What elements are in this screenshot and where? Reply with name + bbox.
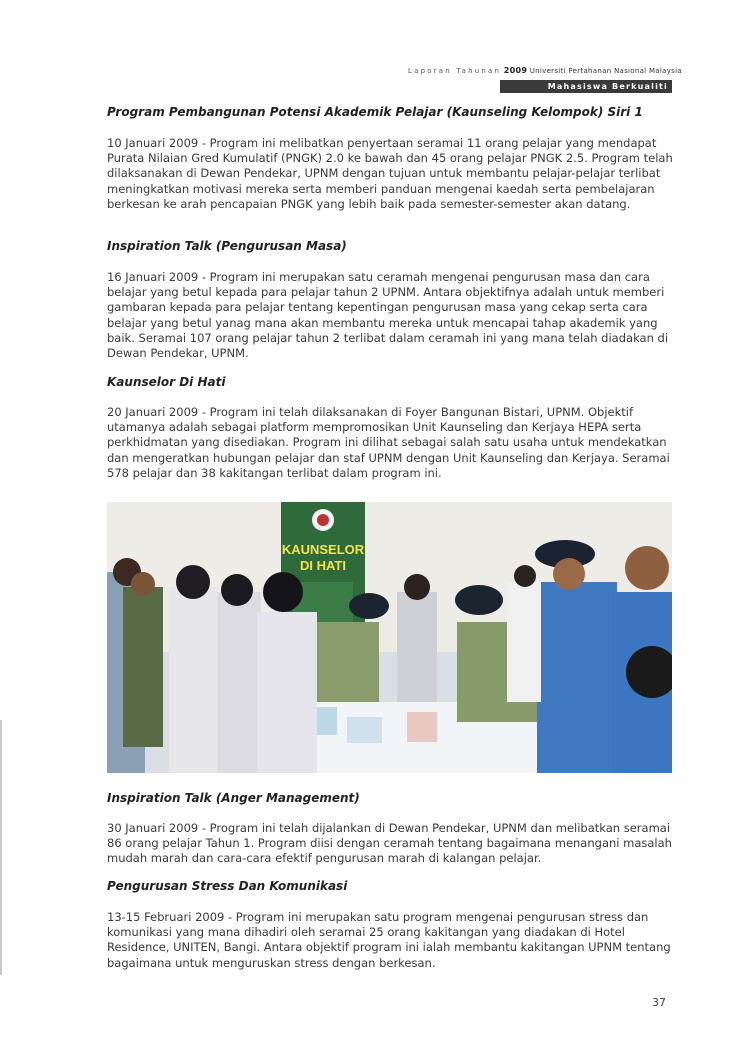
article-body: 13-15 Februari 2009 - Program ini merupakan satu program mengenai pengurusan stress dan komunikasi yang mana dihadiri oleh seramai 25 orang kakitangan yang diadakan di Hotel Residence, UNITEN, Bangi. Antara objektif program ini ialah membantu kakitangan UPNM tentang bagaimana untuk menguruskan stress dengan berkesan.: [107, 910, 671, 970]
article-heading: Pengurusan Stress Dan Komunikasi: [107, 879, 348, 893]
section-bar: Mahasiswa Berkualiti: [500, 80, 672, 93]
report-year: 2009: [503, 66, 528, 75]
report-header: [408, 66, 682, 75]
article-heading: Kaunselor Di Hati: [107, 375, 226, 389]
article-body: 10 Januari 2009 - Program ini melibatkan penyertaan seramai 11 orang pelajar yang mendapat Purata Nilaian Gred Kumulatif (PNGK) 2.0 ke bawah dan 45 orang pelajar PNGK 2.5. Program telah dilaksanakan di Dewan Pendekar, UPNM dengan tujuan untuk membantu pelajar-pelajar terlibat meningkatkan motivasi mereka serta memberi panduan mengenai kaedah serta pembelajaran berkesan ke arah pencapaian PNGK yang lebih baik pada semester-semester akan datang.: [107, 136, 673, 211]
article-body: 16 Januari 2009 - Program ini merupakan satu ceramah mengenai pengurusan masa dan cara belajar yang betul kepada para pelajar tahun 2 UPNM. Antara objektifnya adalah untuk memberi gambaran kepada para pelajar tentang kepentingan pengurusan masa yang cekap serta cara belajar yang betul yanag mana akan membantu mereka untuk mencapai tahap akademik yang baik. Seramai 107 orang pelajar tahun 2 terlibat dalam ceramah ini yang mana telah diadakan di Dewan Pendekar, UPNM.: [107, 270, 669, 361]
article-heading: Inspiration Talk (Pengurusan Masa): [107, 239, 347, 253]
page-number: 37: [652, 996, 666, 1009]
article-body: 20 Januari 2009 - Program ini telah dilaksanakan di Foyer Bangunan Bistari, UPNM. Objektif utamanya adalah sebagai platform mempromosikan Unit Kaunseling dan Kerjaya HEPA serta perkhidmatan yang disediakan. Program ini dilihat sebagai salah satu usaha untuk mendekatkan dan mengeratkan hubungan pelajar dan staf UPNM dengan Unit Kaunseling dan Kerjaya. Seramai 578 pelajar dan 38 kakitangan terlibat dalam program ini.: [107, 405, 670, 480]
article-body: 30 Januari 2009 - Program ini telah dijalankan di Dewan Pendekar, UPNM dan melibatkan seramai 86 orang pelajar Tahun 1. Program diisi dengan ceramah tentang bagaimana menangani masalah mudah marah dan cara-cara efektif pengurusan marah di kalangan pelajar.: [107, 821, 672, 866]
event-photo: [107, 502, 672, 773]
banner-text-line1: KAUNSELOR: [281, 542, 365, 557]
article-heading: Program Pembangunan Potensi Akademik Pelajar (Kaunseling Kelompok) Siri 1: [107, 105, 643, 119]
event-photo-illustration: [107, 502, 672, 773]
report-label: Laporan Tahunan: [408, 67, 502, 75]
article-heading: Inspiration Talk (Anger Management): [107, 791, 360, 805]
banner-text-line2: DI HATI: [300, 558, 346, 573]
margin-rule: [0, 720, 2, 975]
institution-name: Universiti Pertahanan Nasional Malaysia: [529, 67, 682, 75]
